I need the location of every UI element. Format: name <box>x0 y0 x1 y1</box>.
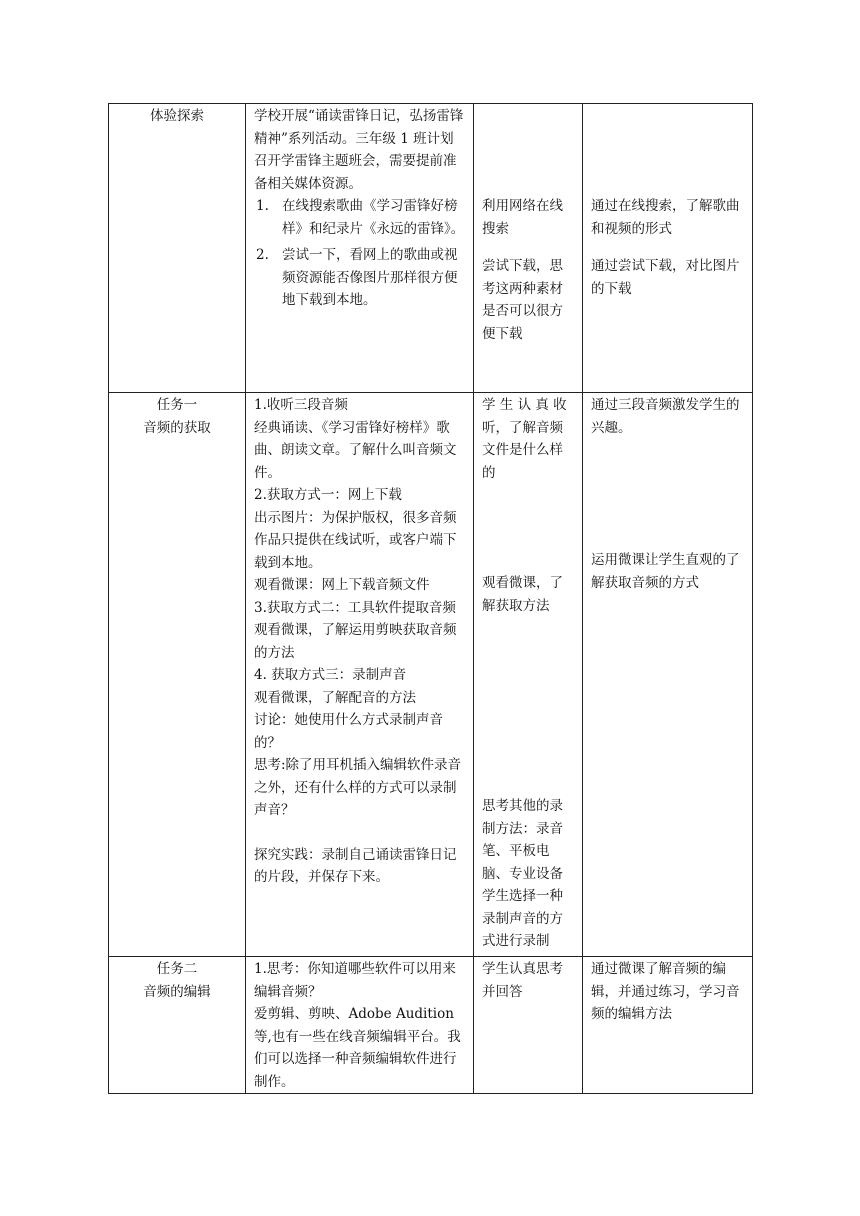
student-text: 利用网络在线搜索 <box>482 198 563 237</box>
student-text: 学 生 认 真 收 听，了解音频文件是什么样的 <box>482 397 567 481</box>
activity-text: 爱剪辑、剪映、Adobe Audition等,也有一些在线音频编辑平台。我们可以选择一种音频编辑软件进行制作。 <box>254 1006 461 1090</box>
stage-label: 体验探索 <box>150 108 204 124</box>
student-cell <box>474 957 583 1094</box>
stage-label: 任务二 <box>156 961 198 977</box>
activity-cell <box>246 957 474 1094</box>
intent-cell <box>583 957 753 1094</box>
activity-text: 观看微课，了解运用剪映获取音频的方法 <box>254 622 457 661</box>
intent-text: 通过微课了解音频的编辑，并通过练习，学习音频的编辑方法 <box>591 961 740 1022</box>
intent-text: 运用微课让学生直观的了解获取音频的方式 <box>591 552 740 591</box>
activity-text: 观看微课：网上下载音频文件 <box>254 577 430 593</box>
intent-cell <box>583 393 753 957</box>
table-row <box>109 957 753 1094</box>
student-cell <box>474 104 583 393</box>
list-text: 尝试一下，看网上的歌曲或视频资源能否像图片那样很方便地下载到本地。 <box>282 247 458 308</box>
activity-text: 1.收听三段音频 <box>254 397 348 413</box>
activity-text: 出示图片：为保护版权，很多音频作品只提供在线试听，或客户端下载到本地。 <box>254 509 457 571</box>
intent-text: 通过三段音频激发学生的兴趣。 <box>591 397 740 436</box>
activity-text: 思考:除了用耳机插入编辑软件录音之外，还有什么样的方式可以录制声音？ <box>254 757 462 818</box>
stage-cell <box>109 393 246 957</box>
list-number: 1. <box>256 198 269 214</box>
activity-cell <box>246 104 474 393</box>
stage-cell <box>109 104 246 393</box>
student-cell <box>474 393 583 957</box>
student-text: 观看微课，了解获取方法 <box>482 575 563 614</box>
table-row <box>109 104 753 393</box>
list-item <box>254 244 465 312</box>
table-row <box>109 393 753 957</box>
activity-text: 经典诵读、《学习雷锋好榜样》歌曲、朗读文章。了解什么叫音频文件。 <box>254 419 457 481</box>
activity-text: 4. 获取方式三：录制声音 <box>254 667 407 683</box>
student-text: 学生认真思考并回答 <box>482 961 563 1000</box>
lesson-plan-table <box>108 103 753 1094</box>
activity-cell <box>246 393 474 957</box>
student-text: 尝试下载，思考这两种素材是否可以很方便下载 <box>482 258 563 342</box>
activity-text: 探究实践：录制自己诵读雷锋日记的片段，并保存下来。 <box>254 846 457 885</box>
list-text: 在线搜索歌曲《学习雷锋好榜样》和纪录片《永远的雷锋》。 <box>282 198 465 237</box>
activity-text: 讨论：她使用什么方式录制声音的？ <box>254 712 443 751</box>
activity-text: 3.获取方式二：工具软件提取音频 <box>254 599 456 616</box>
activity-text: 2.获取方式一：网上下载 <box>254 487 402 503</box>
activity-intro: 学校开展“诵读雷锋日记，弘扬雷锋精神”系列活动。三年级 1 班计划召开学雷锋主题班会，需要提前准备相关媒体资源。 <box>254 108 464 192</box>
intent-cell <box>583 104 753 393</box>
intent-text: 通过在线搜索，了解歌曲和视频的形式 <box>591 198 740 237</box>
stage-label: 音频的编辑 <box>143 983 211 1000</box>
stage-label: 任务一 <box>156 397 198 413</box>
intent-text: 通过尝试下载，对比图片的下载 <box>591 258 740 297</box>
activity-text: 观看微课，了解配音的方法 <box>254 689 416 706</box>
stage-label: 音频的获取 <box>143 419 211 436</box>
list-item <box>254 195 465 240</box>
student-text: 思考其他的录制方法：录音笔、平板电脑、专业设备 <box>482 798 563 882</box>
activity-text: 1.思考：你知道哪些软件可以用来编辑音频？ <box>254 961 456 1000</box>
stage-cell <box>109 957 246 1094</box>
list-number: 2. <box>256 247 269 263</box>
student-text: 学生选择一种录制声音的方式进行录制 <box>482 888 563 949</box>
